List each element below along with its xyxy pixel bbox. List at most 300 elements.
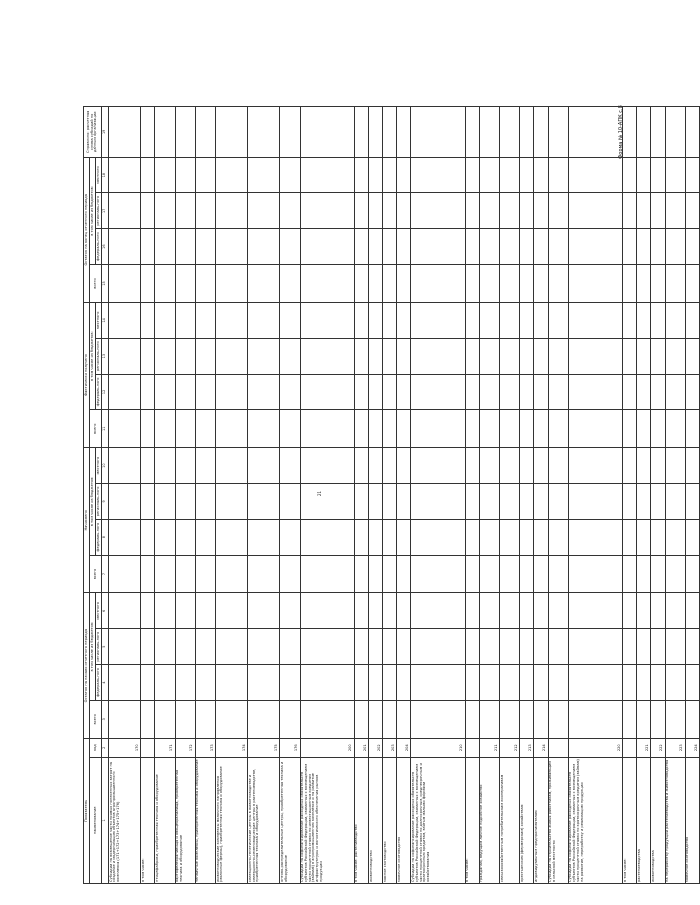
value-cell [354,302,368,338]
value-cell [520,107,534,158]
row-name: картофелехранилища и овощехранилища, приобретенная техника и оборудование [175,757,195,883]
value-cell [568,665,622,701]
value-cell [383,555,397,593]
value-cell [534,157,548,193]
value-cell [383,665,397,701]
row-code: 174 [215,738,247,757]
value-cell [685,265,699,303]
value-cell [175,665,195,701]
value-cell [500,629,520,665]
value-cell [622,374,636,410]
value-cell [175,593,195,629]
value-cell [548,410,568,448]
value-cell [411,700,465,738]
value-cell [548,700,568,738]
value-cell [280,410,300,448]
local-header: местного [95,448,101,484]
value-cell [665,265,685,303]
value-cell [368,410,382,448]
row-name: индивидуальным предпринимателям [534,757,548,883]
column-number: 5 [101,629,108,665]
value-cell [109,193,141,229]
value-cell [354,265,368,303]
value-cell [397,519,411,555]
value-cell [248,374,280,410]
row-code: 213 [520,738,534,757]
column-number: 4 [101,665,108,701]
value-cell [175,302,195,338]
total-header: всего [89,555,101,593]
form-row [300,107,354,884]
value-cell [665,193,685,229]
value-cell [520,265,534,303]
value-cell [141,665,155,701]
value-cell [280,593,300,629]
form-row [195,107,215,884]
value-cell [411,555,465,593]
value-cell [368,519,382,555]
row-name: животноводческие комплексы молочного направления (молочные фермы), приобретенная техника и оборудование [215,757,247,883]
row-code [622,738,636,757]
value-cell [500,157,520,193]
value-cell [637,593,651,629]
total-header: всего [89,700,101,738]
column-number: 12 [101,374,108,410]
value-cell [685,193,699,229]
value-cell [195,410,215,448]
value-cell [500,700,520,738]
value-cell [280,629,300,665]
value-cell [195,157,215,193]
value-cell [248,448,280,484]
federal-header: федераль-ного [95,665,101,701]
page-number: 21 [317,490,322,496]
value-cell [215,519,247,555]
column-number: 19 [101,107,108,158]
value-cell [141,519,155,555]
value-cell [109,665,141,701]
value-cell [548,484,568,520]
row-name: в том числе: [141,757,155,883]
form-row [534,107,548,884]
value-cell [520,374,534,410]
regional-header: региональ-ного [95,629,101,665]
value-cell [637,519,651,555]
value-cell [651,519,665,555]
value-cell [622,157,636,193]
row-name: молочное скотоводство [685,757,699,883]
column-numbers-row [101,107,108,884]
value-cell [637,484,651,520]
value-cell [397,665,411,701]
value-cell [534,410,548,448]
value-cell [300,265,354,303]
value-cell [397,484,411,520]
row-code: 201 [354,738,368,757]
value-cell [248,107,280,158]
value-cell [155,484,175,520]
value-cell [411,338,465,374]
value-cell [568,157,622,193]
form-row [354,107,368,884]
value-cell [637,193,651,229]
value-cell [520,410,534,448]
value-cell [637,665,651,701]
value-cell [141,157,155,193]
value-cell [622,302,636,338]
value-cell [534,700,548,738]
value-cell [637,555,651,593]
value-cell [534,265,548,303]
value-cell [411,157,465,193]
row-code: 172 [175,738,195,757]
value-cell [280,700,300,738]
value-cell [534,448,548,484]
value-cell [368,193,382,229]
value-cell [651,193,665,229]
value-cell [520,665,534,701]
value-cell [411,107,465,158]
value-cell [685,700,699,738]
value-cell [665,374,685,410]
value-cell [155,700,175,738]
value-cell [520,302,534,338]
value-cell [479,593,499,629]
value-cell [368,302,382,338]
regional-header: региональ-ного [95,193,101,229]
value-cell [195,448,215,484]
value-cell [500,448,520,484]
value-cell [520,448,534,484]
row-name: Субсидии на возмещение части прямых понесенных затрат на создание и модернизацию объектов агропромышленного комплекса (171+172+173+174+175+176) [109,757,141,883]
value-cell [534,193,548,229]
value-cell [175,229,195,265]
value-cell [568,107,622,158]
value-cell [354,629,368,665]
value-cell [637,700,651,738]
federal-header: федераль-ного [95,519,101,555]
value-cell [685,302,699,338]
value-cell [534,555,548,593]
value-cell [534,629,548,665]
form-code: Форма № 10-АПК с.8 [618,105,624,159]
form-row [465,107,479,884]
value-cell [411,265,465,303]
value-cell [141,374,155,410]
value-cell [397,555,411,593]
value-cell [465,107,479,158]
row-code: 170 [109,738,141,757]
value-cell [534,374,548,410]
value-cell [300,448,354,484]
value-cell [534,302,548,338]
column-number: 10 [101,448,108,484]
form-row [411,107,465,884]
value-cell [548,374,568,410]
value-cell [248,665,280,701]
value-cell [397,629,411,665]
value-cell [568,410,622,448]
value-cell [368,107,382,158]
value-cell [141,448,155,484]
value-cell [651,593,665,629]
value-cell [685,157,699,193]
value-cell [520,157,534,193]
value-cell [651,107,665,158]
value-cell [175,193,195,229]
row-code: 214 [534,738,548,757]
row-code: 224 [685,738,699,757]
value-cell [155,629,175,665]
value-cell [383,448,397,484]
value-cell [354,338,368,374]
value-cell [534,519,548,555]
budgets-header: в том числе из бюджетов: [89,593,95,700]
value-cell [665,519,685,555]
row-code: 176 [280,738,300,757]
value-cell [479,410,499,448]
row-code: 204 [397,738,411,757]
value-cell [280,107,300,158]
value-cell [155,410,175,448]
value-cell [300,519,354,555]
value-cell [195,555,215,593]
value-cell [368,157,382,193]
value-cell [548,265,568,303]
row-name: Субсидии на строительство жилья работникам, проживающим в сельской местности [548,757,568,883]
value-cell [465,193,479,229]
value-cell [248,629,280,665]
value-cell [685,555,699,593]
row-name: растениеводства [637,757,651,883]
value-cell [175,374,195,410]
value-cell [195,229,215,265]
local-header: местного [95,157,101,193]
column-number: 18 [101,157,108,193]
value-cell [411,193,465,229]
value-cell [465,338,479,374]
form-row [651,107,665,884]
value-cell [637,265,651,303]
value-cell [465,519,479,555]
value-cell [465,410,479,448]
value-cell [548,448,568,484]
total-header: всего [89,265,101,303]
value-cell [215,700,247,738]
value-cell [397,374,411,410]
value-cell [300,484,354,520]
value-cell [622,107,636,158]
column-number: 14 [101,302,108,338]
local-header: местного [95,302,101,338]
value-cell [141,410,155,448]
value-cell [195,374,215,410]
value-cell [568,302,622,338]
value-cell [248,302,280,338]
value-cell [141,555,155,593]
row-name: Субсидии на софинансирование расходных обязательств субъектов Российской Федерации, связанных с возмещением части процентной ставки по краткосрочным кредитам (займам) на развитие, переработку и реализацию продукции [568,757,622,883]
opening-balance-header: Остаток на начало отчетного периода [84,593,90,738]
value-cell [520,629,534,665]
value-cell [622,629,636,665]
regional-header: региональ-ного [95,338,101,374]
form-row [665,107,685,884]
form-row [568,107,622,884]
value-cell [637,410,651,448]
value-cell [534,665,548,701]
value-cell [109,302,141,338]
value-cell [109,265,141,303]
value-cell [651,410,665,448]
value-cell [354,484,368,520]
value-cell [155,593,175,629]
value-cell [568,448,622,484]
form-row [248,107,280,884]
value-cell [500,229,520,265]
column-number: 8 [101,519,108,555]
value-cell [109,338,141,374]
value-cell [500,593,520,629]
value-cell [397,193,411,229]
value-cell [215,229,247,265]
value-cell [548,519,568,555]
row-code [465,738,479,757]
value-cell [685,448,699,484]
value-cell [520,229,534,265]
row-name: в том числе: [622,757,636,883]
value-cell [155,107,175,158]
budgets-header: в том числе из бюджетов: [89,448,95,555]
value-cell [651,448,665,484]
value-cell [548,338,568,374]
value-cell [465,374,479,410]
value-cell [500,374,520,410]
value-cell [651,484,665,520]
value-cell [280,302,300,338]
row-name: в том числе: растениеводство [354,757,368,883]
value-cell [548,629,568,665]
value-cell [622,700,636,738]
value-cell [479,338,499,374]
value-cell [155,448,175,484]
total-header: всего [89,410,101,448]
value-cell [383,338,397,374]
value-cell [175,410,195,448]
value-cell [248,229,280,265]
value-cell [622,193,636,229]
row-name: селекционно-генетические центры в животноводстве и селекционно-семеноводческие центры в растениеводстве, приобретенная техника и оборудование [248,757,280,883]
row-code: 171 [155,738,175,757]
value-cell [548,107,568,158]
value-cell [500,555,520,593]
form-row [215,107,247,884]
value-cell [665,107,685,158]
value-cell [665,157,685,193]
value-cell [685,593,699,629]
indicator-header: Показатель [84,738,90,883]
value-cell [383,484,397,520]
value-cell [195,338,215,374]
value-cell [155,157,175,193]
value-cell [248,555,280,593]
value-cell [665,229,685,265]
value-cell [465,665,479,701]
value-cell [195,519,215,555]
value-cell [397,700,411,738]
value-cell [354,107,368,158]
column-number: 9 [101,484,108,520]
value-cell [500,302,520,338]
value-cell [141,629,155,665]
value-cell [248,410,280,448]
value-cell [141,484,155,520]
federal-header: федераль-ного [95,374,101,410]
row-code: 211 [479,738,499,757]
value-cell [637,229,651,265]
value-cell [548,229,568,265]
value-cell [175,700,195,738]
value-cell [622,265,636,303]
row-code: 222 [651,738,665,757]
value-cell [479,107,499,158]
row-code: 173 [195,738,215,757]
value-cell [215,157,247,193]
value-cell [568,519,622,555]
value-cell [155,555,175,593]
form-row [500,107,520,884]
value-cell [109,229,141,265]
value-cell [665,484,685,520]
value-cell [637,448,651,484]
value-cell [354,448,368,484]
column-number: 16 [101,229,108,265]
value-cell [195,700,215,738]
value-cell [141,265,155,303]
value-cell [280,338,300,374]
value-cell [479,665,499,701]
value-cell [534,107,548,158]
form-row [685,107,699,884]
row-code: 212 [500,738,520,757]
value-cell [141,193,155,229]
value-cell [354,665,368,701]
value-cell [479,700,499,738]
value-cell [465,302,479,338]
value-cell [651,555,665,593]
value-cell [195,107,215,158]
value-cell [622,593,636,629]
value-cell [383,157,397,193]
form-row [280,107,300,884]
value-cell [141,302,155,338]
row-name: оптово-распределительные центры, приобретенная техника и оборудование [280,757,300,883]
column-number: 6 [101,593,108,629]
value-cell [175,555,195,593]
form-row [622,107,636,884]
form-row [520,107,534,884]
value-cell [500,107,520,158]
value-cell [300,410,354,448]
value-cell [354,593,368,629]
value-cell [280,265,300,303]
value-cell [622,410,636,448]
value-cell [368,448,382,484]
value-cell [155,193,175,229]
value-cell [685,665,699,701]
value-cell [479,302,499,338]
value-cell [109,593,141,629]
value-cell [685,338,699,374]
